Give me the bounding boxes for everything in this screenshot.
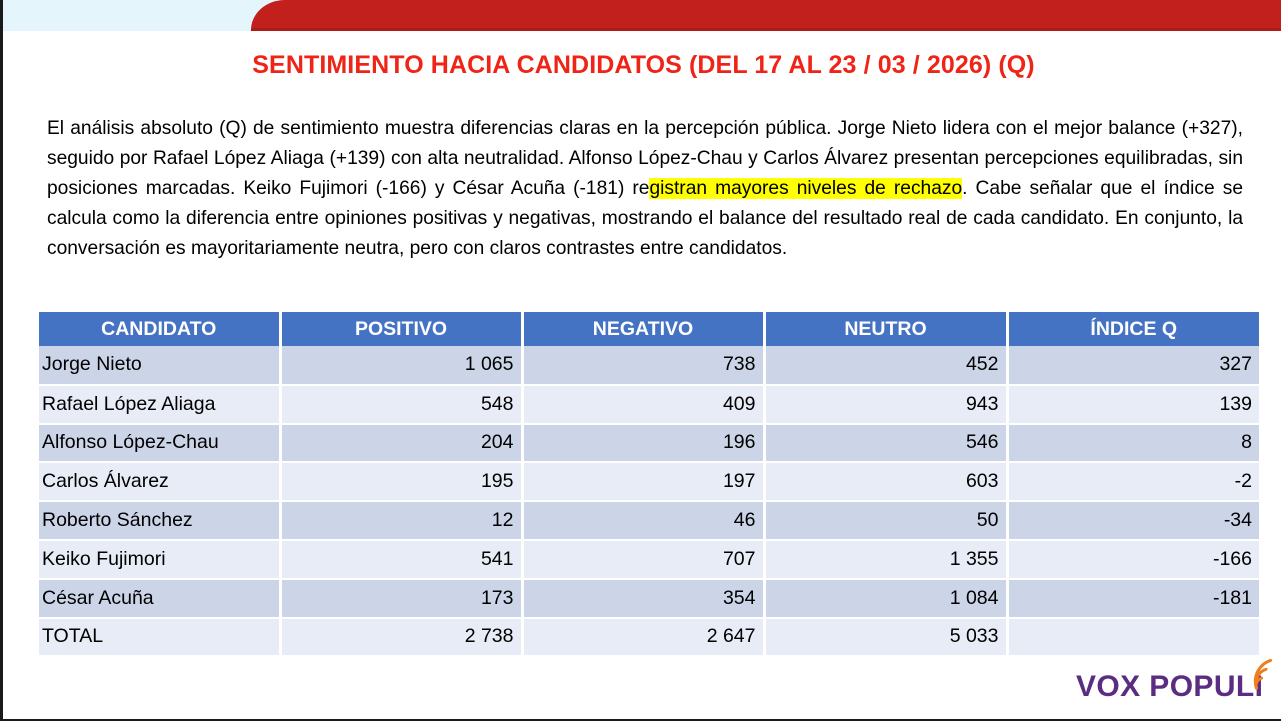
cell-indice-q [1007, 618, 1259, 657]
cell-candidato: Carlos Álvarez [39, 462, 280, 501]
cell-candidato: Roberto Sánchez [39, 501, 280, 540]
cell-positivo: 195 [280, 462, 522, 501]
paragraph-highlighted-text: gistran mayores niveles de rechazo [649, 178, 963, 199]
sentiment-table-container [39, 312, 1259, 657]
cell-neutro: 5 033 [764, 618, 1007, 657]
table-total-row [39, 618, 1259, 657]
cell-indice-q: 139 [1007, 385, 1259, 424]
cell-negativo: 409 [522, 385, 764, 424]
table-row [39, 424, 1259, 463]
table-row [39, 385, 1259, 424]
cell-positivo: 1 065 [280, 346, 522, 385]
column-header-indice-q: ÍNDICE Q [1007, 312, 1259, 346]
cell-positivo: 548 [280, 385, 522, 424]
summary-paragraph [47, 114, 1243, 264]
cell-candidato: Rafael López Aliaga [39, 385, 280, 424]
cell-indice-q: -2 [1007, 462, 1259, 501]
table-row [39, 579, 1259, 618]
cell-neutro: 603 [764, 462, 1007, 501]
sentiment-table [39, 312, 1259, 657]
paragraph-text-part2: . Cabe señalar que el índice se calcula como la diferencia entre opiniones positivas y negativas, mostrando el balance del resultado real de cada candidato. En conjunto, la conversación es mayoritariamente neutra, pero con claros contrastes entre candidatos. [47, 178, 1243, 259]
table-row [39, 540, 1259, 579]
cell-neutro: 50 [764, 501, 1007, 540]
cell-neutro: 546 [764, 424, 1007, 463]
paragraph-text-part1: El análisis absoluto (Q) de sentimiento muestra diferencias claras en la percepción pública. Jorge Nieto lidera con el mejor balance (+327), seguido por Rafael López Aliaga (+139) con alta neutralidad. Alfonso López-Chau y Carlos Álvarez presentan percepciones equilibradas, sin posiciones marcadas. Keiko Fujimori (-166) y César Acuña (-181) re [47, 118, 1243, 199]
cell-candidato: César Acuña [39, 579, 280, 618]
cell-negativo: 196 [522, 424, 764, 463]
cell-negativo: 197 [522, 462, 764, 501]
cell-indice-q: 327 [1007, 346, 1259, 385]
column-header-positivo: POSITIVO [280, 312, 522, 346]
table-header-row [39, 312, 1259, 346]
cell-positivo: 204 [280, 424, 522, 463]
signal-waves-icon [1244, 656, 1278, 690]
cell-positivo: 541 [280, 540, 522, 579]
column-header-candidato: CANDIDATO [39, 312, 280, 346]
cell-positivo: 2 738 [280, 618, 522, 657]
cell-candidato: Keiko Fujimori [39, 540, 280, 579]
table-row [39, 346, 1259, 385]
cell-indice-q: 8 [1007, 424, 1259, 463]
cell-indice-q: -34 [1007, 501, 1259, 540]
logo-text: VOX POPULI [1076, 670, 1264, 703]
cell-neutro: 1 355 [764, 540, 1007, 579]
cell-neutro: 1 084 [764, 579, 1007, 618]
vox-populi-logo [1076, 672, 1263, 702]
table-row [39, 462, 1259, 501]
cell-indice-q: -181 [1007, 579, 1259, 618]
cell-negativo: 2 647 [522, 618, 764, 657]
cell-candidato: Alfonso López-Chau [39, 424, 280, 463]
column-header-negativo: NEGATIVO [522, 312, 764, 346]
cell-positivo: 12 [280, 501, 522, 540]
cell-negativo: 46 [522, 501, 764, 540]
cell-candidato: TOTAL [39, 618, 280, 657]
cell-negativo: 738 [522, 346, 764, 385]
cell-neutro: 943 [764, 385, 1007, 424]
cell-negativo: 707 [522, 540, 764, 579]
column-header-neutro: NEUTRO [764, 312, 1007, 346]
header-red-banner [251, 0, 1281, 31]
table-row [39, 501, 1259, 540]
cell-negativo: 354 [522, 579, 764, 618]
page-title: SENTIMIENTO HACIA CANDIDATOS (DEL 17 AL 23 / 03 / 2026) (Q) [252, 51, 1035, 79]
cell-candidato: Jorge Nieto [39, 346, 280, 385]
cell-positivo: 173 [280, 579, 522, 618]
cell-neutro: 452 [764, 346, 1007, 385]
cell-indice-q: -166 [1007, 540, 1259, 579]
